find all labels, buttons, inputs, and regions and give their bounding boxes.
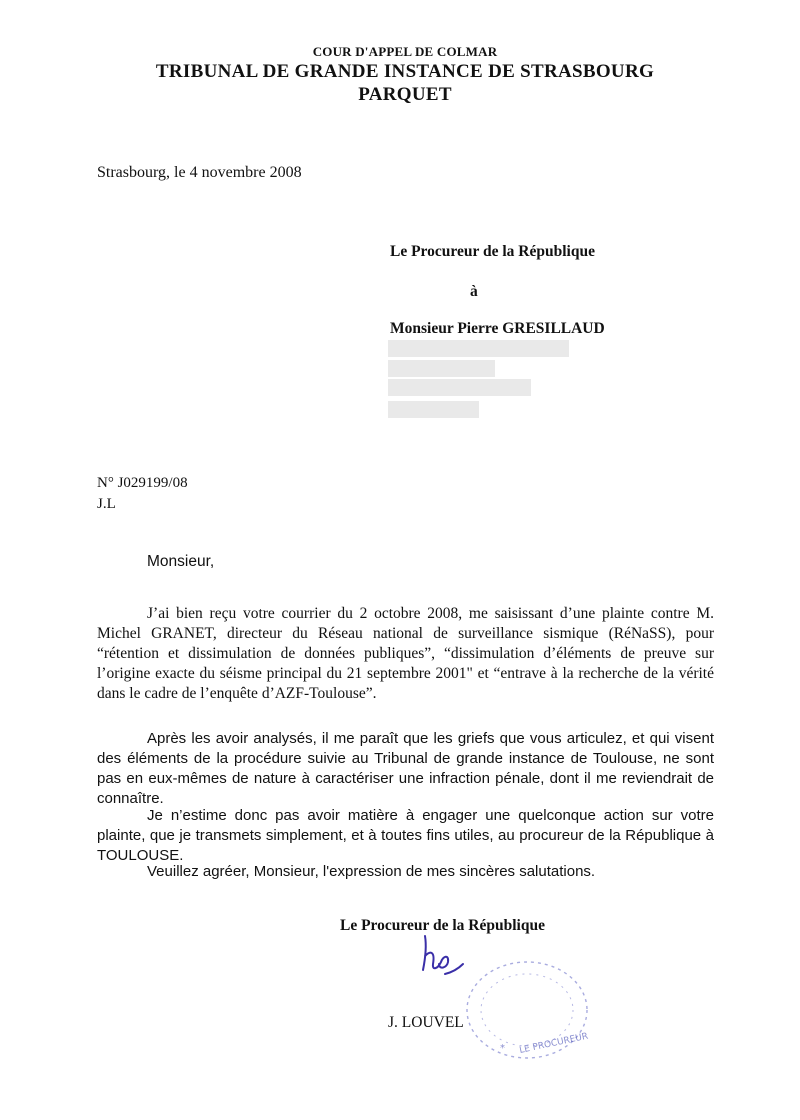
sender-title: Le Procureur de la République	[390, 243, 595, 260]
body-paragraph-3: Je n’estime donc pas avoir matière à engager une quelconque action sur votre plainte, que je transmets simplement, et à toutes fins utiles, au procureur de la République à TOULOUSE.	[97, 807, 714, 864]
official-stamp	[462, 955, 592, 1065]
svg-text:*: *	[500, 1043, 505, 1054]
stamp-text: LE PROCUREUR	[518, 1031, 590, 1056]
greeting: Monsieur,	[147, 553, 215, 570]
body-paragraph-4: Veuillez agréer, Monsieur, l'expression de mes sincères salutations.	[147, 863, 596, 880]
reference-number: N° J029199/08	[97, 475, 188, 491]
body-paragraph-1: J’ai bien reçu votre courrier du 2 octobre 2008, me saisissant d’une plainte contre M. Michel GRANET, directeur du Réseau national de surveillance sismique (RéNaSS), pour “rétention et dissimulation de données publiques”, “dissimulation d’éléments de preuve sur l’origine exacte du séisme principal du 21 septembre 2001" et “entrave à la recherche de la vérité dans le cadre de l’enquête d’AZF-Toulouse”.	[97, 605, 714, 702]
recipient-name: Monsieur Pierre GRESILLAUD	[390, 320, 605, 337]
redacted-address-line	[388, 360, 495, 377]
date-line: Strasbourg, le 4 novembre 2008	[97, 164, 302, 181]
office-name: PARQUET	[358, 84, 452, 105]
redacted-address-line	[388, 401, 479, 418]
to-word: à	[470, 283, 478, 300]
redacted-address-line	[388, 379, 531, 396]
body-paragraph-2: Après les avoir analysés, il me paraît que les griefs que vous articulez, et qui visent des éléments de la procédure suivie au Tribunal de grande instance de Toulouse, ne sont pas en eux-mêmes de nature à caractériser une infraction pénale, dont il me reviendrait de connaître.	[97, 730, 714, 807]
tribunal-name: TRIBUNAL DE GRANDE INSTANCE DE STRASBOURG	[155, 61, 655, 82]
signature-title: Le Procureur de la République	[340, 917, 545, 934]
reference-initials: J.L	[97, 496, 116, 512]
signatory-name: J. LOUVEL	[388, 1014, 464, 1031]
court-name: COUR D'APPEL DE COLMAR	[312, 44, 498, 59]
redacted-address-line	[388, 340, 569, 357]
